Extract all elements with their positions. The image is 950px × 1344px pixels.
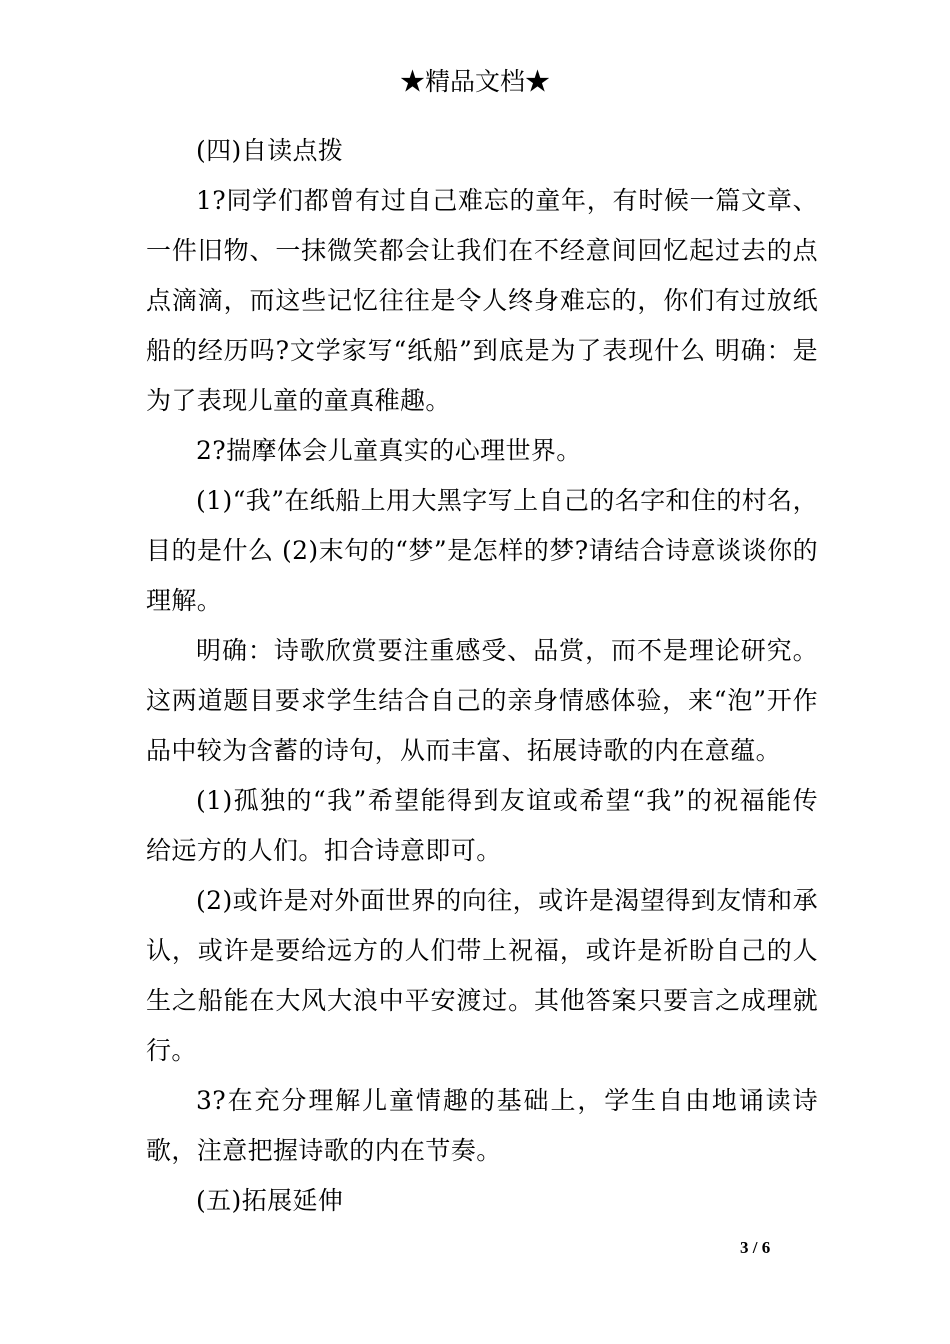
document-header: ★精品文档★ bbox=[399, 67, 550, 96]
paragraph-answer-1: (1)孤独的“我”希望能得到友谊或希望“我”的祝福能传给远方的人们。扣合诗意即可。 bbox=[146, 786, 818, 865]
section-heading-tuozhan-yanshen: (五)拓展延伸 bbox=[196, 1186, 344, 1215]
paragraph-subquestions: (1)“我”在纸船上用大黑字写上自己的名字和住的村名，目的是什么 (2)末句的“梦”是怎样的梦?请结合诗意谈谈你的理解。 bbox=[146, 486, 818, 615]
section-heading-zidu-dianbo: (四)自读点拨 bbox=[196, 136, 344, 165]
paragraph-question-1: 1?同学们都曾有过自己难忘的童年，有时候一篇文章、一件旧物、一抹微笑都会让我们在不经意间回忆起过去的点点滴滴，而这些记忆往往是令人终身难忘的，你们有过放纸船的经历吗?文学家写“纸船”到底是为了表现什么 明确：是为了表现儿童的童真稚趣。 bbox=[146, 186, 818, 415]
paragraph-question-2: 2?揣摩体会儿童真实的心理世界。 bbox=[196, 436, 582, 465]
document-body bbox=[146, 126, 818, 1226]
page-number: 3 / 6 bbox=[740, 1238, 771, 1257]
paragraph-answer-2: (2)或许是对外面世界的向往，或许是渴望得到友情和承认，或许是要给远方的人们带上祝福，或许是祈盼自己的人生之船能在大风大浪中平安渡过。其他答案只要言之成理就行。 bbox=[146, 886, 818, 1065]
paragraph-answer-intro: 明确：诗歌欣赏要注重感受、品赏，而不是理论研究。这两道题目要求学生结合自己的亲身情感体验，来“泡”开作品中较为含蓄的诗句，从而丰富、拓展诗歌的内在意蕴。 bbox=[146, 636, 818, 765]
paragraph-question-3: 3?在充分理解儿童情趣的基础上，学生自由地诵读诗歌，注意把握诗歌的内在节奏。 bbox=[146, 1086, 818, 1165]
